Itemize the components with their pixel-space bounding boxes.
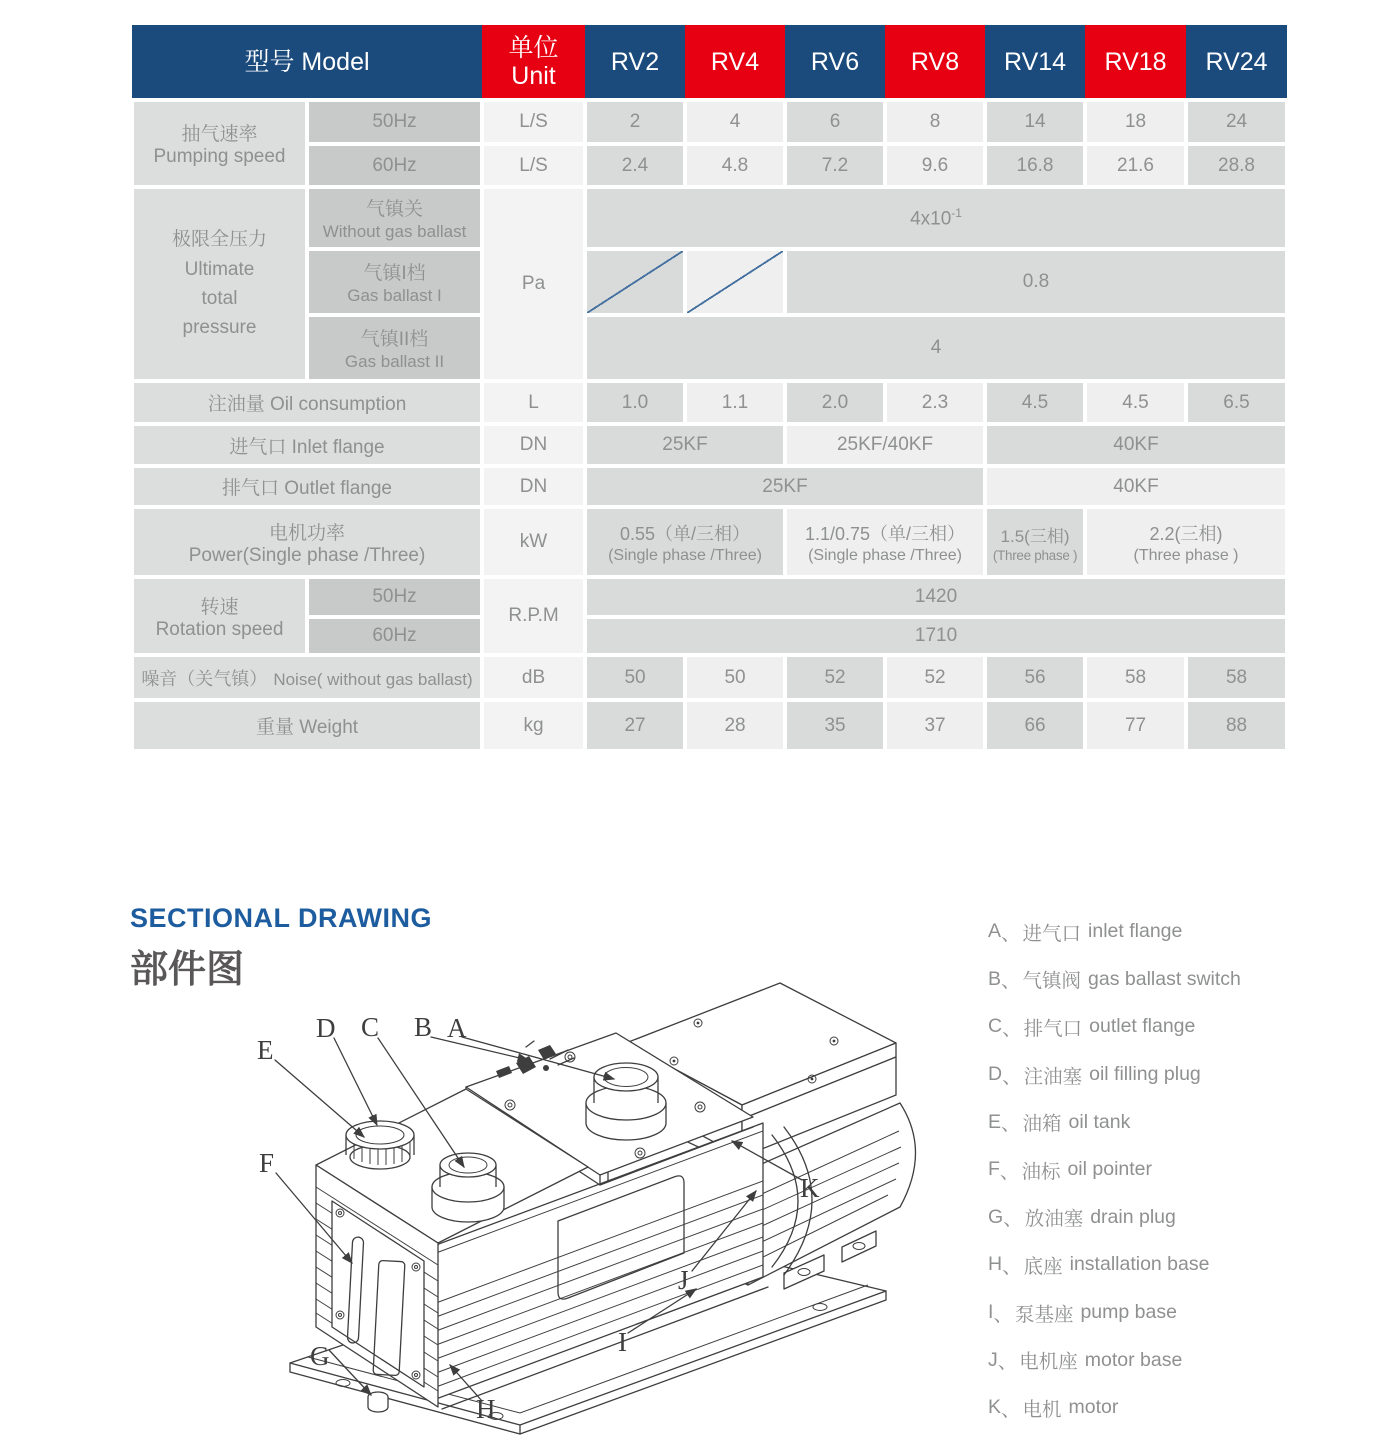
label-pumping-speed <box>132 100 307 187</box>
label-weight: 重量 Weight <box>132 700 482 751</box>
legend-item-installation-base <box>988 1241 1241 1289</box>
legend-letter: C <box>988 1015 1003 1038</box>
value-cell: 28 <box>685 700 785 751</box>
legend-zh: 进气口 <box>1022 922 1082 945</box>
value-cell: 18 <box>1085 100 1186 144</box>
legend-en: inlet flange <box>1088 920 1183 943</box>
unit-cell: R.P.M <box>482 577 585 655</box>
value-cell: 58 <box>1186 655 1287 700</box>
legend-letter: A <box>988 920 1002 943</box>
value-cell: 25KF/40KF <box>785 424 985 466</box>
legend-zh: 电机座 <box>1019 1351 1078 1374</box>
callout-letter-j: J <box>678 1265 689 1295</box>
value-cell: 28.8 <box>1186 144 1287 187</box>
row-outlet-flange <box>132 466 1287 507</box>
value-cell: 50 <box>685 655 785 700</box>
legend-letter: G <box>988 1205 1004 1228</box>
label-zh: 电机功率 <box>269 522 346 544</box>
value-cell: 4.5 <box>985 381 1085 424</box>
sublabel-50hz: 50Hz <box>307 577 482 617</box>
label-zh: 极限全压力 <box>171 229 267 251</box>
value-cell: 77 <box>1085 700 1186 751</box>
legend-item-oil-pointer <box>988 1146 1241 1194</box>
legend-en: drain plug <box>1090 1205 1176 1228</box>
legend-separator: 、 <box>999 1160 1020 1183</box>
legend-letter: K <box>988 1396 1002 1419</box>
callout-letter-h: H <box>476 1394 496 1424</box>
header-rv8: RV8 <box>885 25 985 100</box>
value-cell: 52 <box>785 655 885 700</box>
callout-letter-e: E <box>257 1035 274 1065</box>
label-zh: 转速 <box>200 596 239 618</box>
legend-item-motor <box>988 1384 1241 1432</box>
na-diagonal-cell <box>685 249 785 315</box>
sublabel-en: Gas ballast I <box>347 286 442 305</box>
value-cell: 24 <box>1186 100 1287 144</box>
value-cell: 0.8 <box>785 249 1287 315</box>
sublabel-gas-ballast-1 <box>307 249 482 315</box>
value-cell: 40KF <box>985 466 1287 507</box>
callout-letter-f: F <box>259 1148 275 1178</box>
legend-zh: 气镇阀 <box>1022 970 1082 993</box>
legend-item-inlet-flange <box>988 908 1241 956</box>
legend-zh: 泵基座 <box>1014 1303 1074 1326</box>
header-unit-en: Unit <box>511 61 556 90</box>
legend-en: oil pointer <box>1067 1158 1153 1181</box>
label-zh: 噪音（关气镇） <box>141 668 268 689</box>
sublabel-zh: 气镇II档 <box>360 329 429 350</box>
value-cell: 6.5 <box>1186 381 1287 424</box>
value-cell: 25KF <box>585 424 785 466</box>
legend-separator: 、 <box>1002 1017 1022 1040</box>
value-cell: 9.6 <box>885 144 985 187</box>
legend-zh: 电机 <box>1022 1398 1062 1421</box>
legend-letter: F <box>988 1158 1000 1181</box>
header-unit-zh: 单位 <box>508 33 559 62</box>
header-row <box>132 25 1287 100</box>
row-noise <box>132 655 1287 700</box>
value-cell: 14 <box>985 100 1085 144</box>
value-cell: 56 <box>985 655 1085 700</box>
label-power <box>132 507 482 577</box>
value-cell: 4.5 <box>1085 381 1186 424</box>
value-cell: 2.0 <box>785 381 885 424</box>
callout-letter-g: G <box>310 1341 330 1371</box>
legend-letter: H <box>988 1253 1003 1276</box>
row-weight <box>132 700 1287 751</box>
value-cell <box>1085 507 1287 577</box>
value-cell: 58 <box>1085 655 1186 700</box>
sublabel-50hz: 50Hz <box>307 100 482 144</box>
row-power <box>132 507 1287 577</box>
sublabel-gas-ballast-2 <box>307 315 482 381</box>
row-pumping-speed-50hz <box>132 100 1287 144</box>
value-cell: 16.8 <box>985 144 1085 187</box>
unit-cell: DN <box>482 466 585 507</box>
legend-zh: 排气口 <box>1023 1017 1083 1040</box>
sublabel-zh: 气镇关 <box>366 199 424 220</box>
legend-zh: 油箱 <box>1022 1113 1062 1136</box>
value-cell: 52 <box>885 655 985 700</box>
legend-en: gas ballast switch <box>1088 967 1241 990</box>
value-cell: 27 <box>585 700 685 751</box>
na-diagonal-cell <box>585 249 685 315</box>
legend-en: motor base <box>1084 1348 1183 1371</box>
callout-letter-d: D <box>316 1013 336 1043</box>
power-note: (Three phase ) <box>992 547 1078 563</box>
label-en: Ultimate <box>184 258 255 280</box>
unit-cell: dB <box>482 655 585 700</box>
unit-cell: L/S <box>482 144 585 187</box>
header-model: 型号 Model <box>132 25 482 100</box>
legend-separator: 、 <box>1001 1398 1021 1421</box>
label-en: total <box>201 288 238 309</box>
legend-en: installation base <box>1069 1253 1210 1276</box>
value-cell <box>585 187 1287 249</box>
value-cell: 1710 <box>585 617 1287 655</box>
value-cell: 21.6 <box>1085 144 1186 187</box>
row-oil-consumption <box>132 381 1287 424</box>
sublabel-en: Gas ballast II <box>344 352 445 371</box>
header-rv18: RV18 <box>1085 25 1186 100</box>
sublabel-60hz: 60Hz <box>307 144 482 187</box>
unit-cell: L/S <box>482 100 585 144</box>
value-cell: 35 <box>785 700 885 751</box>
legend-letter: D <box>988 1063 1003 1086</box>
unit-cell: kg <box>482 700 585 751</box>
outlet-flange-shape <box>432 1153 504 1222</box>
callout-letter-c: C <box>361 1012 380 1042</box>
unit-cell: L <box>482 381 585 424</box>
value-cell: 25KF <box>585 466 985 507</box>
unit-cell: DN <box>482 424 585 466</box>
legend-item-drain-plug <box>988 1194 1241 1242</box>
value-cell: 1.1 <box>685 381 785 424</box>
label-en: Pumping speed <box>153 146 286 167</box>
section-title-chinese: 部件图 <box>130 949 245 991</box>
header-rv24: RV24 <box>1186 25 1287 100</box>
row-inlet-flange <box>132 424 1287 466</box>
header-rv2: RV2 <box>585 25 685 100</box>
value-cell: 4 <box>585 315 1287 381</box>
legend-en: oil tank <box>1068 1110 1131 1133</box>
legend-zh: 底座 <box>1023 1255 1063 1278</box>
section-title-english: SECTIONAL DRAWING <box>130 903 433 933</box>
legend-letter: I <box>988 1301 994 1324</box>
value-cell: 7.2 <box>785 144 885 187</box>
callout-letter-k: K <box>800 1173 820 1203</box>
legend-en: motor <box>1068 1396 1119 1419</box>
label-en: pressure <box>182 317 257 339</box>
label-ultimate-pressure <box>132 187 307 381</box>
label-en: Rotation speed <box>155 618 284 640</box>
header-rv6: RV6 <box>785 25 885 100</box>
label-outlet-flange: 排气口 Outlet flange <box>132 466 482 507</box>
sublabel-without-gas-ballast <box>307 187 482 249</box>
legend-item-pump-base <box>988 1289 1241 1337</box>
value-cell: 2 <box>585 100 685 144</box>
spec-table <box>130 25 1289 753</box>
header-rv14: RV14 <box>985 25 1085 100</box>
legend-item-oil-tank <box>988 1098 1241 1146</box>
label-en: Noise( without gas ballast) <box>273 669 473 689</box>
value-cell: 2.3 <box>885 381 985 424</box>
legend-en: pump base <box>1080 1301 1177 1324</box>
value-cell: 40KF <box>985 424 1287 466</box>
legend-item-motor-base <box>988 1336 1241 1384</box>
value-cell <box>585 507 785 577</box>
value-cell: 50 <box>585 655 685 700</box>
power-value: 2.2(三相) <box>1149 523 1223 544</box>
legend-en: outlet flange <box>1089 1015 1196 1038</box>
legend-en: oil filling plug <box>1089 1063 1201 1086</box>
label-inlet-flange: 进气口 Inlet flange <box>132 424 482 466</box>
sublabel-60hz: 60Hz <box>307 617 482 655</box>
legend-zh: 油标 <box>1021 1160 1061 1183</box>
value-cell: 37 <box>885 700 985 751</box>
label-noise <box>132 655 482 700</box>
legend-separator: 、 <box>1001 970 1021 993</box>
value-cell: 4 <box>685 100 785 144</box>
unit-cell: kW <box>482 507 585 577</box>
legend-letter: J <box>988 1348 998 1371</box>
value-cell: 2.4 <box>585 144 685 187</box>
value-cell <box>985 507 1085 577</box>
power-value: 1.5(三相) <box>1000 526 1070 546</box>
power-note: (Three phase ) <box>1133 546 1239 564</box>
value-base: 4x10 <box>910 208 952 230</box>
power-note: (Single phase /Three) <box>808 546 962 564</box>
value-cell: 66 <box>985 700 1085 751</box>
power-value: 1.1/0.75（单/三相） <box>804 523 966 544</box>
value-cell: 1.0 <box>585 381 685 424</box>
legend-separator: 、 <box>1003 1208 1023 1231</box>
callout-letter-a: A <box>447 1013 467 1043</box>
legend-item-outlet-flange <box>988 1003 1241 1051</box>
power-value: 0.55（单/三相） <box>619 523 751 544</box>
legend-separator: 、 <box>1001 1113 1021 1136</box>
value-cell: 4.8 <box>685 144 785 187</box>
callout-letter-i: I <box>618 1327 627 1357</box>
legend-zh: 注油塞 <box>1023 1065 1083 1088</box>
label-oil-consumption: 注油量 Oil consumption <box>132 381 482 424</box>
legend-letter: B <box>988 967 1002 990</box>
legend-separator: 、 <box>1002 1255 1022 1278</box>
header-unit <box>482 25 585 100</box>
legend-separator: 、 <box>1001 922 1021 945</box>
oil-filling-plug-shape <box>346 1121 414 1169</box>
label-en: Power(Single phase /Three) <box>188 544 426 566</box>
header-rv4: RV4 <box>685 25 785 100</box>
legend-item-oil-filling-plug <box>988 1051 1241 1099</box>
legend-item-gas-ballast-switch <box>988 956 1241 1004</box>
value-exponent: -1 <box>951 205 962 220</box>
pump-sectional-drawing <box>228 955 934 1445</box>
row-pressure-no-ballast <box>132 187 1287 249</box>
label-rotation-speed <box>132 577 307 655</box>
value-cell: 6 <box>785 100 885 144</box>
legend-zh: 放油塞 <box>1024 1208 1084 1231</box>
legend-separator: 、 <box>997 1351 1018 1374</box>
value-cell <box>785 507 985 577</box>
label-zh: 抽气速率 <box>181 124 258 145</box>
legend-separator: 、 <box>993 1303 1013 1326</box>
parts-legend <box>988 908 1241 1432</box>
legend-separator: 、 <box>1002 1065 1022 1088</box>
power-note: (Single phase /Three) <box>608 546 762 564</box>
row-rotation-50hz <box>132 577 1287 617</box>
value-cell: 1420 <box>585 577 1287 617</box>
unit-cell: Pa <box>482 187 585 381</box>
value-cell: 8 <box>885 100 985 144</box>
callout-letter-b: B <box>414 1012 433 1042</box>
sublabel-zh: 气镇I档 <box>363 263 426 284</box>
sublabel-en: Without gas ballast <box>322 222 467 241</box>
value-cell: 88 <box>1186 700 1287 751</box>
pump-drawing-svg <box>228 955 934 1445</box>
legend-letter: E <box>988 1110 1002 1133</box>
